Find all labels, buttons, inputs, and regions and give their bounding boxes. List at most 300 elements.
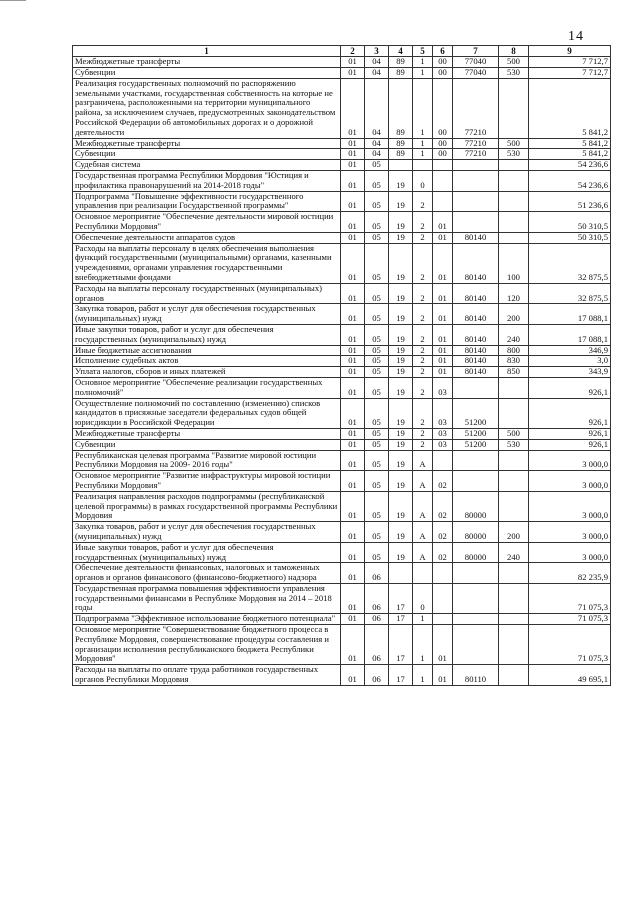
expense-type-code — [499, 171, 529, 192]
subprogram-code: 1 — [413, 149, 433, 160]
subprogram-code: 1 — [413, 78, 433, 138]
expense-direction-code: 80140 — [453, 232, 499, 243]
expense-direction-code: 51200 — [453, 428, 499, 439]
section-code: 01 — [341, 212, 365, 233]
row-name: Иные закупки товаров, работ и услуг для обеспечения государственных (муниципальных) нужд — [73, 324, 341, 345]
subsection-code: 05 — [365, 160, 389, 171]
section-code: 01 — [341, 542, 365, 563]
subprogram-code: 2 — [413, 232, 433, 243]
program-code: 19 — [389, 283, 413, 304]
expense-type-code: 240 — [499, 324, 529, 345]
expense-type-code: 100 — [499, 243, 529, 283]
subprogram-code: 2 — [413, 345, 433, 356]
column-header-2: 2 — [341, 46, 365, 57]
expense-type-code: 530 — [499, 439, 529, 450]
program-code: 19 — [389, 243, 413, 283]
section-code: 01 — [341, 304, 365, 325]
subprogram-code: 2 — [413, 377, 433, 398]
expense-type-code — [499, 665, 529, 686]
activity-code: 00 — [433, 78, 453, 138]
subsection-code: 04 — [365, 68, 389, 79]
section-code: 01 — [341, 160, 365, 171]
subprogram-code: 2 — [413, 191, 433, 212]
section-code: 01 — [341, 138, 365, 149]
amount-cell: 71 075,3 — [529, 614, 611, 625]
row-name: Основное мероприятие "Развитие инфраструктуры мировой юстиции Республики Мордовия" — [73, 471, 341, 492]
expense-direction-code — [453, 583, 499, 613]
section-code: 01 — [341, 471, 365, 492]
expense-type-code: 200 — [499, 522, 529, 543]
amount-cell: 17 088,1 — [529, 324, 611, 345]
subprogram-code: 1 — [413, 138, 433, 149]
table-row — [73, 324, 611, 345]
scan-corner-mark — [0, 0, 26, 1]
page-number: 14 — [568, 29, 584, 44]
table-row — [73, 149, 611, 160]
row-name: Подпрограмма "Повышение эффективности государственного управления при реализации Государственной программы" — [73, 191, 341, 212]
expense-direction-code: 51200 — [453, 439, 499, 450]
activity-code: 01 — [433, 367, 453, 378]
subsection-code: 05 — [365, 171, 389, 192]
expense-direction-code — [453, 625, 499, 665]
subsection-code: 05 — [365, 450, 389, 471]
row-name: Иные бюджетные ассигнования — [73, 345, 341, 356]
amount-cell: 71 075,3 — [529, 583, 611, 613]
expense-type-code: 500 — [499, 57, 529, 68]
program-code: 19 — [389, 522, 413, 543]
table-row — [73, 304, 611, 325]
activity-code: 01 — [433, 665, 453, 686]
expense-direction-code — [453, 212, 499, 233]
row-name: Основное мероприятие "Обеспечение деятельности мировой юстиции Республики Мордовия" — [73, 212, 341, 233]
expense-type-code — [499, 232, 529, 243]
subsection-code: 05 — [365, 191, 389, 212]
section-code: 01 — [341, 78, 365, 138]
expense-type-code: 500 — [499, 428, 529, 439]
row-name: Субвенции — [73, 439, 341, 450]
table-row — [73, 356, 611, 367]
table-row — [73, 232, 611, 243]
expense-type-code — [499, 377, 529, 398]
row-name: Закупка товаров, работ и услуг для обеспечения государственных (муниципальных) нужд — [73, 304, 341, 325]
row-name: Межбюджетные трансферты — [73, 428, 341, 439]
row-name: Расходы на выплаты персоналу в целях обеспечения выполнения функций государственными (муниципальными) органами, казенными учреждениями, органами управления государственными внебюджетными фондами — [73, 243, 341, 283]
subsection-code: 05 — [365, 356, 389, 367]
table-row — [73, 283, 611, 304]
activity-code: 02 — [433, 542, 453, 563]
section-code: 01 — [341, 232, 365, 243]
amount-cell: 3 000,0 — [529, 522, 611, 543]
expense-direction-code: 80140 — [453, 345, 499, 356]
table-row — [73, 191, 611, 212]
program-code: 19 — [389, 345, 413, 356]
row-name: Основное мероприятие "Совершенствование бюджетного процесса в Республике Мордовия, совершенствование процедуры составления и организации исполнения республиканского бюджета Республики Мордовия" — [73, 625, 341, 665]
table-row — [73, 522, 611, 543]
subsection-code: 05 — [365, 232, 389, 243]
column-header-7: 7 — [453, 46, 499, 57]
table-row — [73, 665, 611, 686]
amount-cell: 32 875,5 — [529, 243, 611, 283]
program-code — [389, 160, 413, 171]
table-row — [73, 212, 611, 233]
section-code: 01 — [341, 450, 365, 471]
activity-code — [433, 563, 453, 584]
program-code: 19 — [389, 171, 413, 192]
amount-cell: 926,1 — [529, 377, 611, 398]
subprogram-code: 1 — [413, 57, 433, 68]
expense-direction-code — [453, 171, 499, 192]
expense-direction-code: 80140 — [453, 304, 499, 325]
expense-direction-code — [453, 377, 499, 398]
column-header-1: 1 — [73, 46, 341, 57]
expense-direction-code: 77210 — [453, 149, 499, 160]
row-name: Субвенции — [73, 149, 341, 160]
section-code: 01 — [341, 356, 365, 367]
expense-type-code — [499, 625, 529, 665]
expense-type-code: 800 — [499, 345, 529, 356]
row-name: Подпрограмма "Эффективное использование бюджетного потенциала" — [73, 614, 341, 625]
subprogram-code: 2 — [413, 243, 433, 283]
expense-direction-code — [453, 563, 499, 584]
row-name: Основное мероприятие "Обеспечение реализации государственных полномочий" — [73, 377, 341, 398]
amount-cell: 17 088,1 — [529, 304, 611, 325]
column-header-3: 3 — [365, 46, 389, 57]
subsection-code: 05 — [365, 283, 389, 304]
expense-direction-code: 77040 — [453, 68, 499, 79]
amount-cell: 50 310,5 — [529, 232, 611, 243]
table-row — [73, 243, 611, 283]
subprogram-code: А — [413, 542, 433, 563]
activity-code: 00 — [433, 149, 453, 160]
section-code: 01 — [341, 149, 365, 160]
expense-type-code: 200 — [499, 304, 529, 325]
subsection-code: 05 — [365, 304, 389, 325]
column-header-6: 6 — [433, 46, 453, 57]
row-name: Обеспечение деятельности финансовых, налоговых и таможенных органов и органов финансового (финансово-бюджетного) надзора — [73, 563, 341, 584]
program-code: 17 — [389, 614, 413, 625]
table-row — [73, 428, 611, 439]
table-row — [73, 171, 611, 192]
expense-direction-code: 51200 — [453, 398, 499, 428]
subsection-code: 06 — [365, 563, 389, 584]
section-code: 01 — [341, 625, 365, 665]
program-code: 19 — [389, 439, 413, 450]
subprogram-code: 2 — [413, 212, 433, 233]
subprogram-code: 1 — [413, 68, 433, 79]
table-body — [73, 57, 611, 686]
table-row — [73, 398, 611, 428]
program-code: 19 — [389, 191, 413, 212]
expense-direction-code — [453, 160, 499, 171]
row-name: Иные закупки товаров, работ и услуг для обеспечения государственных (муниципальных) нужд — [73, 542, 341, 563]
section-code: 01 — [341, 614, 365, 625]
expense-type-code — [499, 583, 529, 613]
row-name: Республиканская целевая программа "Развитие мировой юстиции Республики Мордовия на 2009- 2016 годы" — [73, 450, 341, 471]
row-name: Исполнение судебных актов — [73, 356, 341, 367]
program-code: 19 — [389, 232, 413, 243]
subprogram-code — [413, 563, 433, 584]
expense-type-code — [499, 160, 529, 171]
amount-cell: 49 695,1 — [529, 665, 611, 686]
activity-code: 02 — [433, 491, 453, 521]
subsection-code: 04 — [365, 57, 389, 68]
table-row — [73, 377, 611, 398]
subprogram-code: 1 — [413, 665, 433, 686]
expense-direction-code: 80000 — [453, 542, 499, 563]
section-code: 01 — [341, 243, 365, 283]
subprogram-code: 2 — [413, 428, 433, 439]
expense-direction-code: 80140 — [453, 283, 499, 304]
amount-cell: 5 841,2 — [529, 78, 611, 138]
row-name: Расходы на выплаты по оплате труда работников государственных органов Республики Мордовия — [73, 665, 341, 686]
expense-direction-code: 80000 — [453, 522, 499, 543]
amount-cell: 82 235,9 — [529, 563, 611, 584]
activity-code: 02 — [433, 471, 453, 492]
expense-direction-code: 80140 — [453, 324, 499, 345]
table-row — [73, 439, 611, 450]
section-code: 01 — [341, 398, 365, 428]
amount-cell: 7 712,7 — [529, 68, 611, 79]
activity-code: 00 — [433, 68, 453, 79]
expense-type-code — [499, 398, 529, 428]
section-code: 01 — [341, 345, 365, 356]
program-code: 17 — [389, 583, 413, 613]
section-code: 01 — [341, 522, 365, 543]
activity-code — [433, 583, 453, 613]
activity-code: 01 — [433, 232, 453, 243]
subsection-code: 05 — [365, 398, 389, 428]
expense-type-code: 500 — [499, 138, 529, 149]
subsection-code: 05 — [365, 428, 389, 439]
section-code: 01 — [341, 439, 365, 450]
program-code: 19 — [389, 542, 413, 563]
subsection-code: 05 — [365, 367, 389, 378]
budget-table — [72, 45, 611, 686]
amount-cell: 346,9 — [529, 345, 611, 356]
subsection-code: 05 — [365, 243, 389, 283]
program-code: 89 — [389, 149, 413, 160]
activity-code: 01 — [433, 304, 453, 325]
activity-code: 01 — [433, 243, 453, 283]
activity-code: 01 — [433, 283, 453, 304]
section-code: 01 — [341, 563, 365, 584]
expense-direction-code: 77040 — [453, 57, 499, 68]
row-name: Закупка товаров, работ и услуг для обеспечения государственных (муниципальных) нужд — [73, 522, 341, 543]
amount-cell: 926,1 — [529, 398, 611, 428]
expense-type-code — [499, 471, 529, 492]
section-code: 01 — [341, 583, 365, 613]
program-code: 19 — [389, 471, 413, 492]
subsection-code: 05 — [365, 212, 389, 233]
expense-type-code: 530 — [499, 68, 529, 79]
section-code: 01 — [341, 283, 365, 304]
subprogram-code: А — [413, 471, 433, 492]
row-name: Осуществление полномочий по составлению (изменению) списков кандидатов в присяжные заседатели федеральных судов общей юрисдикции в Российской Федерации — [73, 398, 341, 428]
table-row — [73, 583, 611, 613]
amount-cell: 926,1 — [529, 439, 611, 450]
subsection-code: 04 — [365, 149, 389, 160]
expense-type-code — [499, 212, 529, 233]
expense-direction-code: 77210 — [453, 78, 499, 138]
column-header-5: 5 — [413, 46, 433, 57]
expense-direction-code: 80110 — [453, 665, 499, 686]
amount-cell: 50 310,5 — [529, 212, 611, 233]
program-code: 89 — [389, 78, 413, 138]
row-name: Обеспечение деятельности аппаратов судов — [73, 232, 341, 243]
table-row — [73, 563, 611, 584]
expense-type-code — [499, 450, 529, 471]
subsection-code: 04 — [365, 78, 389, 138]
subprogram-code: 0 — [413, 171, 433, 192]
table-row — [73, 625, 611, 665]
activity-code: 01 — [433, 625, 453, 665]
amount-cell: 3 000,0 — [529, 542, 611, 563]
table-row — [73, 614, 611, 625]
amount-cell: 3 000,0 — [529, 450, 611, 471]
row-name: Субвенции — [73, 68, 341, 79]
column-header-8: 8 — [499, 46, 529, 57]
activity-code: 01 — [433, 356, 453, 367]
subsection-code: 06 — [365, 614, 389, 625]
subprogram-code: 2 — [413, 324, 433, 345]
subsection-code: 06 — [365, 583, 389, 613]
amount-cell: 7 712,7 — [529, 57, 611, 68]
subprogram-code — [413, 160, 433, 171]
table-row — [73, 138, 611, 149]
subprogram-code: 2 — [413, 304, 433, 325]
expense-type-code: 830 — [499, 356, 529, 367]
expense-type-code: 240 — [499, 542, 529, 563]
program-code — [389, 563, 413, 584]
row-name: Государственная программа Республики Мордовия "Юстиция и профилактика правонарушений на 2014-2018 годы" — [73, 171, 341, 192]
activity-code — [433, 191, 453, 212]
section-code: 01 — [341, 665, 365, 686]
table-row — [73, 491, 611, 521]
activity-code: 03 — [433, 398, 453, 428]
expense-direction-code — [453, 471, 499, 492]
amount-cell: 3,0 — [529, 356, 611, 367]
subsection-code: 05 — [365, 377, 389, 398]
amount-cell: 5 841,2 — [529, 149, 611, 160]
program-code: 19 — [389, 398, 413, 428]
subprogram-code: А — [413, 522, 433, 543]
subprogram-code: А — [413, 491, 433, 521]
row-name: Реализация государственных полномочий по распоряжению земельными участками, государственная собственность на которые не разграничена, расположенными на территории муниципального района, за исключением случаев, предусмотренных законодательством Российской Федерации об автомобильных дорогах и о дорожной деятельности — [73, 78, 341, 138]
expense-type-code — [499, 191, 529, 212]
subprogram-code: 0 — [413, 583, 433, 613]
expense-type-code — [499, 614, 529, 625]
amount-cell: 32 875,5 — [529, 283, 611, 304]
program-code: 19 — [389, 367, 413, 378]
expense-direction-code: 77210 — [453, 138, 499, 149]
expense-type-code: 850 — [499, 367, 529, 378]
table-row — [73, 160, 611, 171]
program-code: 89 — [389, 57, 413, 68]
program-code: 17 — [389, 625, 413, 665]
subprogram-code: А — [413, 450, 433, 471]
row-name: Межбюджетные трансферты — [73, 138, 341, 149]
amount-cell: 926,1 — [529, 428, 611, 439]
expense-direction-code: 80140 — [453, 367, 499, 378]
expense-type-code — [499, 491, 529, 521]
table-row — [73, 57, 611, 68]
activity-code: 01 — [433, 345, 453, 356]
subprogram-code: 2 — [413, 283, 433, 304]
subsection-code: 05 — [365, 522, 389, 543]
subprogram-code: 2 — [413, 398, 433, 428]
section-code: 01 — [341, 428, 365, 439]
expense-type-code: 530 — [499, 149, 529, 160]
expense-direction-code — [453, 191, 499, 212]
program-code: 17 — [389, 665, 413, 686]
section-code: 01 — [341, 57, 365, 68]
column-header-9: 9 — [529, 46, 611, 57]
subsection-code: 05 — [365, 471, 389, 492]
amount-cell: 3 000,0 — [529, 491, 611, 521]
subsection-code: 05 — [365, 324, 389, 345]
program-code: 19 — [389, 356, 413, 367]
row-name: Межбюджетные трансферты — [73, 57, 341, 68]
amount-cell: 54 236,6 — [529, 171, 611, 192]
activity-code: 00 — [433, 57, 453, 68]
table-row — [73, 78, 611, 138]
activity-code: 01 — [433, 212, 453, 233]
amount-cell: 3 000,0 — [529, 471, 611, 492]
row-name: Государственная программа повышения эффективности управления государственными финансами в Республике Мордовия на 2014 – 2018 годы — [73, 583, 341, 613]
program-code: 19 — [389, 491, 413, 521]
column-number-row — [73, 46, 611, 57]
amount-cell: 5 841,2 — [529, 138, 611, 149]
expense-direction-code: 80140 — [453, 356, 499, 367]
amount-cell: 54 236,6 — [529, 160, 611, 171]
section-code: 01 — [341, 191, 365, 212]
subprogram-code: 1 — [413, 614, 433, 625]
subsection-code: 05 — [365, 542, 389, 563]
program-code: 19 — [389, 324, 413, 345]
table-row — [73, 68, 611, 79]
activity-code — [433, 171, 453, 192]
program-code: 19 — [389, 377, 413, 398]
activity-code: 02 — [433, 522, 453, 543]
activity-code: 03 — [433, 428, 453, 439]
activity-code — [433, 160, 453, 171]
subprogram-code: 2 — [413, 367, 433, 378]
program-code: 19 — [389, 450, 413, 471]
subsection-code: 05 — [365, 491, 389, 521]
subprogram-code: 2 — [413, 439, 433, 450]
subsection-code: 05 — [365, 439, 389, 450]
amount-cell: 343,9 — [529, 367, 611, 378]
program-code: 89 — [389, 138, 413, 149]
subsection-code: 05 — [365, 345, 389, 356]
expense-type-code — [499, 78, 529, 138]
column-header-4: 4 — [389, 46, 413, 57]
activity-code — [433, 450, 453, 471]
row-name: Реализация направления расходов подпрограммы (республиканской целевой программы) в рамках государственной программы Республики Мордовия — [73, 491, 341, 521]
table-row — [73, 471, 611, 492]
activity-code: 00 — [433, 138, 453, 149]
section-code: 01 — [341, 171, 365, 192]
amount-cell: 71 075,3 — [529, 625, 611, 665]
expense-direction-code — [453, 614, 499, 625]
subprogram-code: 1 — [413, 625, 433, 665]
expense-direction-code — [453, 450, 499, 471]
row-name: Судебная система — [73, 160, 341, 171]
expense-direction-code: 80140 — [453, 243, 499, 283]
expense-type-code — [499, 563, 529, 584]
expense-type-code: 120 — [499, 283, 529, 304]
section-code: 01 — [341, 377, 365, 398]
